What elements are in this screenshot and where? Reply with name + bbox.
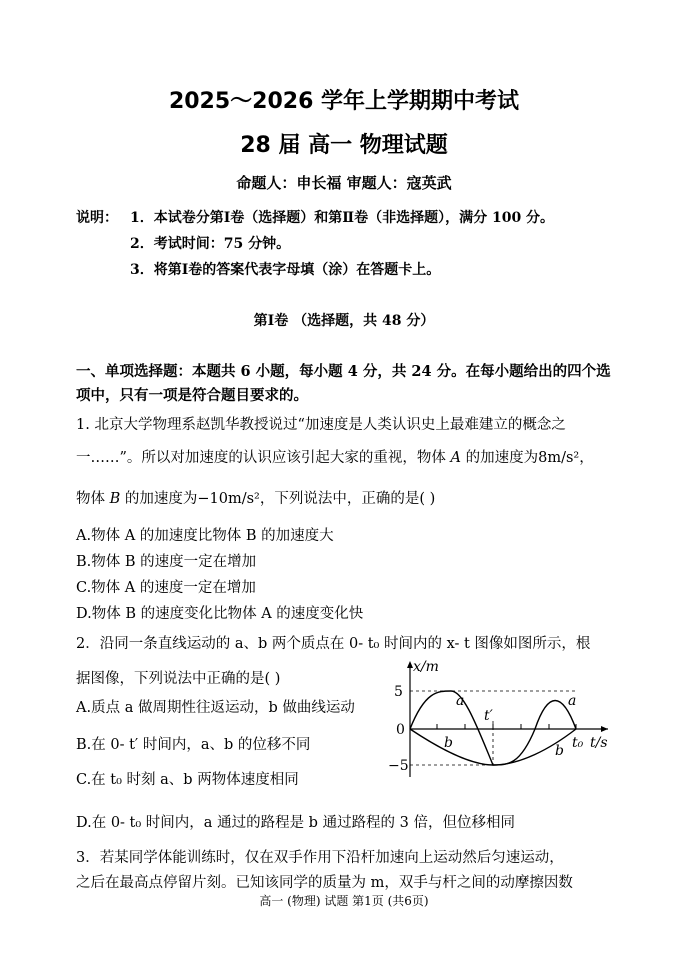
label-a-1: a [456, 693, 465, 709]
note-item-1: 1．本试卷分第Ⅰ卷（选择题）和第Ⅱ卷（非选择题），满分 100 分。 [130, 210, 555, 226]
q2-line-2: 据图像，下列说法中正确的是( ) [76, 671, 281, 687]
q2-option-d: D.在 0- t₀ 时间内，a 通过的路程是 b 通过路程的 3 倍，但位移相同 [76, 815, 516, 831]
q3-line-1: 3．若某同学体能训练时，仅在双手作用下沿杆加速向上运动然后匀速运动， [76, 850, 564, 866]
part-heading: 一、单项选择题：本题共 6 小题，每小题 4 分，共 24 分。在每小题给出的四个选项中，只有一项是符合题目要求的。 [76, 363, 611, 404]
q2-option-b: B.在 0- t′ 时间内，a、b 的位移不同 [76, 737, 311, 753]
q1-option-a: A.物体 A 的加速度比物体 B 的加速度大 [76, 528, 334, 544]
y-axis-label: x/m [413, 659, 439, 675]
notes-label: 说明： [76, 210, 118, 226]
label-b-2: b [555, 743, 564, 759]
xt-graph [380, 655, 620, 785]
q1-option-d: D.物体 B 的速度变化比物体 A 的速度变化快 [76, 606, 364, 622]
exam-title: 2025～2026 学年上学期期中考试 [168, 89, 520, 114]
label-b-1: b [444, 735, 453, 751]
tick-label-0: 0 [396, 722, 405, 738]
q1-line-3: 物体 B 的加速度为−10m/s²，下列说法中，正确的是( ) [76, 491, 436, 507]
exam-subtitle: 28 届 高一 物理试题 [240, 133, 448, 158]
note-item-3: 3．将第Ⅰ卷的答案代表字母填（涂）在答题卡上。 [130, 262, 441, 278]
q2-option-c: C.在 t₀ 时刻 a、b 两物体速度相同 [76, 772, 299, 788]
q2-line-1: 2．沿同一条直线运动的 a、b 两个质点在 0- t₀ 时间内的 x- t 图像如图所示，根 [76, 636, 591, 652]
tick-label-neg5: −5 [388, 758, 409, 774]
authors-line: 命题人：申长福 审题人：寇英武 [236, 174, 452, 192]
t-axis-arrow [601, 726, 608, 732]
q3-line-2: 之后在最高点停留片刻。已知该同学的质量为 m，双手与杆之间的动摩擦因数 [76, 875, 573, 891]
tick-label-5: 5 [394, 684, 403, 700]
x-axis-label: t/s [590, 735, 608, 751]
note-item-2: 2．考试时间：75 分钟。 [130, 236, 291, 252]
label-a-2: a [568, 693, 577, 709]
q1-line-1: 1. 北京大学物理系赵凯华教授说过“加速度是人类认识史上最难建立的概念之 [76, 417, 566, 433]
q2-option-a: A.质点 a 做周期性往返运动，b 做曲线运动 [76, 700, 355, 716]
page-footer: 高一 (物理) 试题 第1页 (共6页) [259, 894, 429, 908]
q1-line-2: 一……”。所以对加速度的认识应该引起大家的重视，物体 A 的加速度为8m/s²， [76, 450, 594, 466]
section-heading: 第Ⅰ卷 （选择题，共 48 分） [253, 313, 435, 329]
label-t0: t₀ [572, 735, 584, 751]
q1-option-c: C.物体 A 的速度一定在增加 [76, 580, 256, 596]
q1-option-b: B.物体 B 的速度一定在增加 [76, 554, 257, 570]
label-tprime: t′ [484, 708, 493, 724]
